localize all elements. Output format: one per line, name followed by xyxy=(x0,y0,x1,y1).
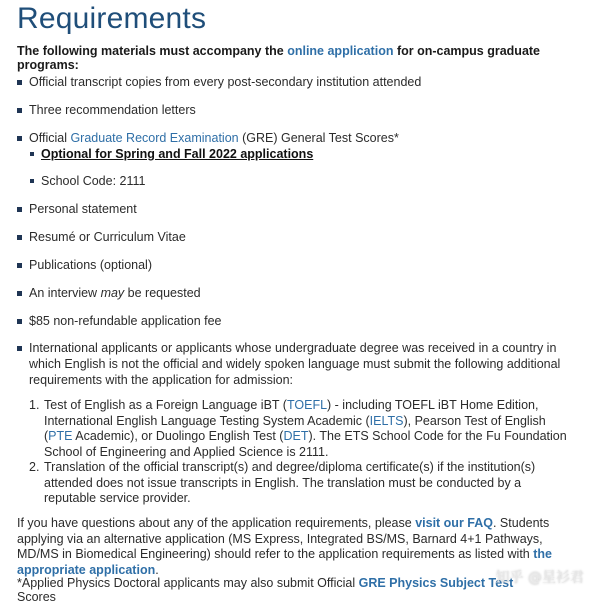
gre-link[interactable]: Graduate Record Examination xyxy=(70,131,239,145)
bullet-icon xyxy=(17,319,22,324)
gre-physics-link[interactable]: GRE Physics Subject Test xyxy=(358,576,514,590)
school-code: School Code: 2111 xyxy=(30,173,570,189)
bullet-icon xyxy=(17,136,22,141)
numbered-item-translation: 2. Translation of the official transcript(s) and degree/diploma certificate(s) if the institution(s) attended does not issue transcripts in English. The translation must be conducted by a reputable service provider. xyxy=(29,460,536,505)
toefl-link[interactable]: TOEFL xyxy=(286,398,328,412)
numbered-item-english-test: 1. Test of English as a Foreign Language iBT (TOEFL) - including TOEFL iBT Home Edition, International English Language Testing System Academic (IELTS), Pearson Test of English (PTE Academic), or Duolingo English Test (DET). The ETS School Code for the Fu Foundation School of Engineering and Applied Science is 2111. xyxy=(29,398,567,459)
intro-text: The following materials must accompany the online application for on-campus graduate programs: xyxy=(17,44,541,72)
pte-link[interactable]: PTE xyxy=(48,429,73,443)
list-item-international: International applicants or applicants whose undergraduate degree was received in a country in which English is not the official and widely spoken language must submit the following additional requirements with the application for admission: xyxy=(17,340,577,388)
faq-link[interactable]: visit our FAQ xyxy=(415,516,493,530)
bullet-icon xyxy=(17,108,22,113)
bullet-icon xyxy=(30,179,34,183)
list-item-interview: An interview may be requested xyxy=(17,285,587,301)
list-item-transcript: Official transcript copies from every post-secondary institution attended xyxy=(17,74,587,90)
online-application-link[interactable]: online application xyxy=(287,44,394,58)
list-item-fee: $85 non-refundable application fee xyxy=(17,313,587,329)
list-item-publications: Publications (optional) xyxy=(17,257,587,273)
watermark: 知乎 @星衫君 xyxy=(495,570,584,586)
ielts-link[interactable]: IELTS xyxy=(369,413,404,428)
det-link[interactable]: DET xyxy=(283,429,309,443)
bullet-icon xyxy=(17,80,22,85)
bullet-icon xyxy=(17,291,22,296)
gre-optional-note: Optional for Spring and Fall 2022 applications xyxy=(30,146,570,162)
faq-paragraph: If you have questions about any of the application requirements, please visit our FAQ. Students applying via an alternative application (MS Express, Integrated BS/MS, Barnard 4+1 Pathways, MD/MS in Biomedical Engineering) should refer to the application requirements as listed with the appropriate application. xyxy=(17,516,552,577)
page-title: Requirements xyxy=(17,2,207,35)
bullet-icon xyxy=(17,263,22,268)
list-item-resume: Resumé or Curriculum Vitae xyxy=(17,229,587,245)
bullet-icon xyxy=(17,207,22,212)
list-item-letters: Three recommendation letters xyxy=(17,102,587,118)
list-item-gre: Official Graduate Record Examination (GRE) General Test Scores* xyxy=(17,130,587,146)
bullet-icon xyxy=(17,346,22,351)
bullet-icon xyxy=(30,152,34,156)
list-item-statement: Personal statement xyxy=(17,201,587,217)
appropriate-application-link[interactable]: the appropriate application xyxy=(17,547,552,577)
footnote: *Applied Physics Doctoral applicants may also submit Official GRE Physics Subject Test Scores xyxy=(17,576,514,604)
bullet-icon xyxy=(17,235,22,240)
